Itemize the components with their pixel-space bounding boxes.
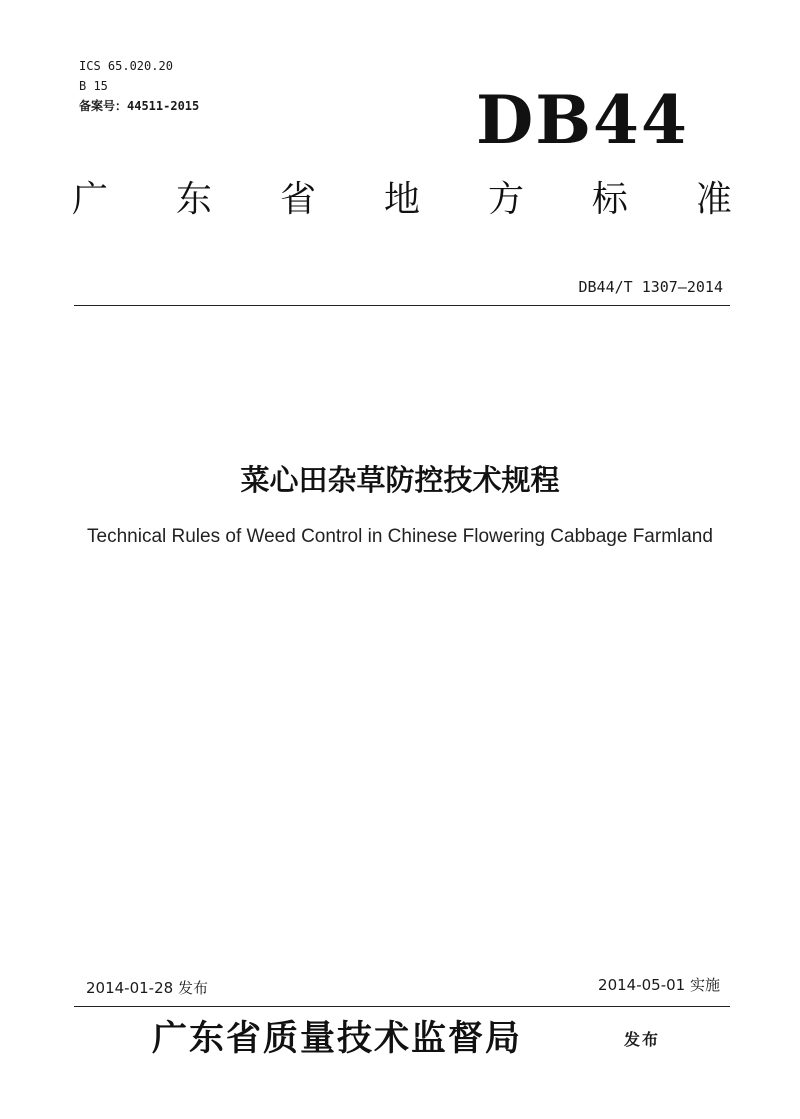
implementation-date: 2014-05-01 实施 — [598, 976, 720, 994]
ccs-code: B 15 — [79, 79, 108, 93]
standard-type-char: 方 — [487, 179, 524, 220]
standard-type-char: 东 — [175, 179, 212, 220]
top-divider — [74, 305, 730, 306]
filing-number: 备案号：44511-2015 — [79, 99, 200, 113]
ics-code: ICS 65.020.20 — [79, 59, 173, 73]
standard-type-char: 标 — [591, 179, 628, 220]
db44-logo: DB44 — [476, 81, 689, 159]
standard-type-char: 省 — [279, 179, 316, 220]
standard-type-char: 地 — [383, 179, 420, 220]
issue-date: 2014-01-28 发布 — [86, 979, 208, 997]
issuer-suffix: 发布 — [624, 1030, 661, 1049]
standard-number: DB44/T 1307—2014 — [578, 278, 723, 296]
classification-block — [79, 56, 199, 116]
standard-type-char: 广 — [72, 179, 109, 220]
title-english: Technical Rules of Weed Control in Chinese Flowering Cabbage Farmland — [87, 526, 713, 547]
issuing-authority: 广东省质量技术监督局 — [152, 1018, 523, 1059]
title-chinese: 菜心田杂草防控技术规程 — [240, 463, 560, 497]
standard-type-char: 准 — [695, 179, 732, 220]
standard-type — [72, 172, 732, 228]
bottom-divider — [74, 1006, 730, 1007]
